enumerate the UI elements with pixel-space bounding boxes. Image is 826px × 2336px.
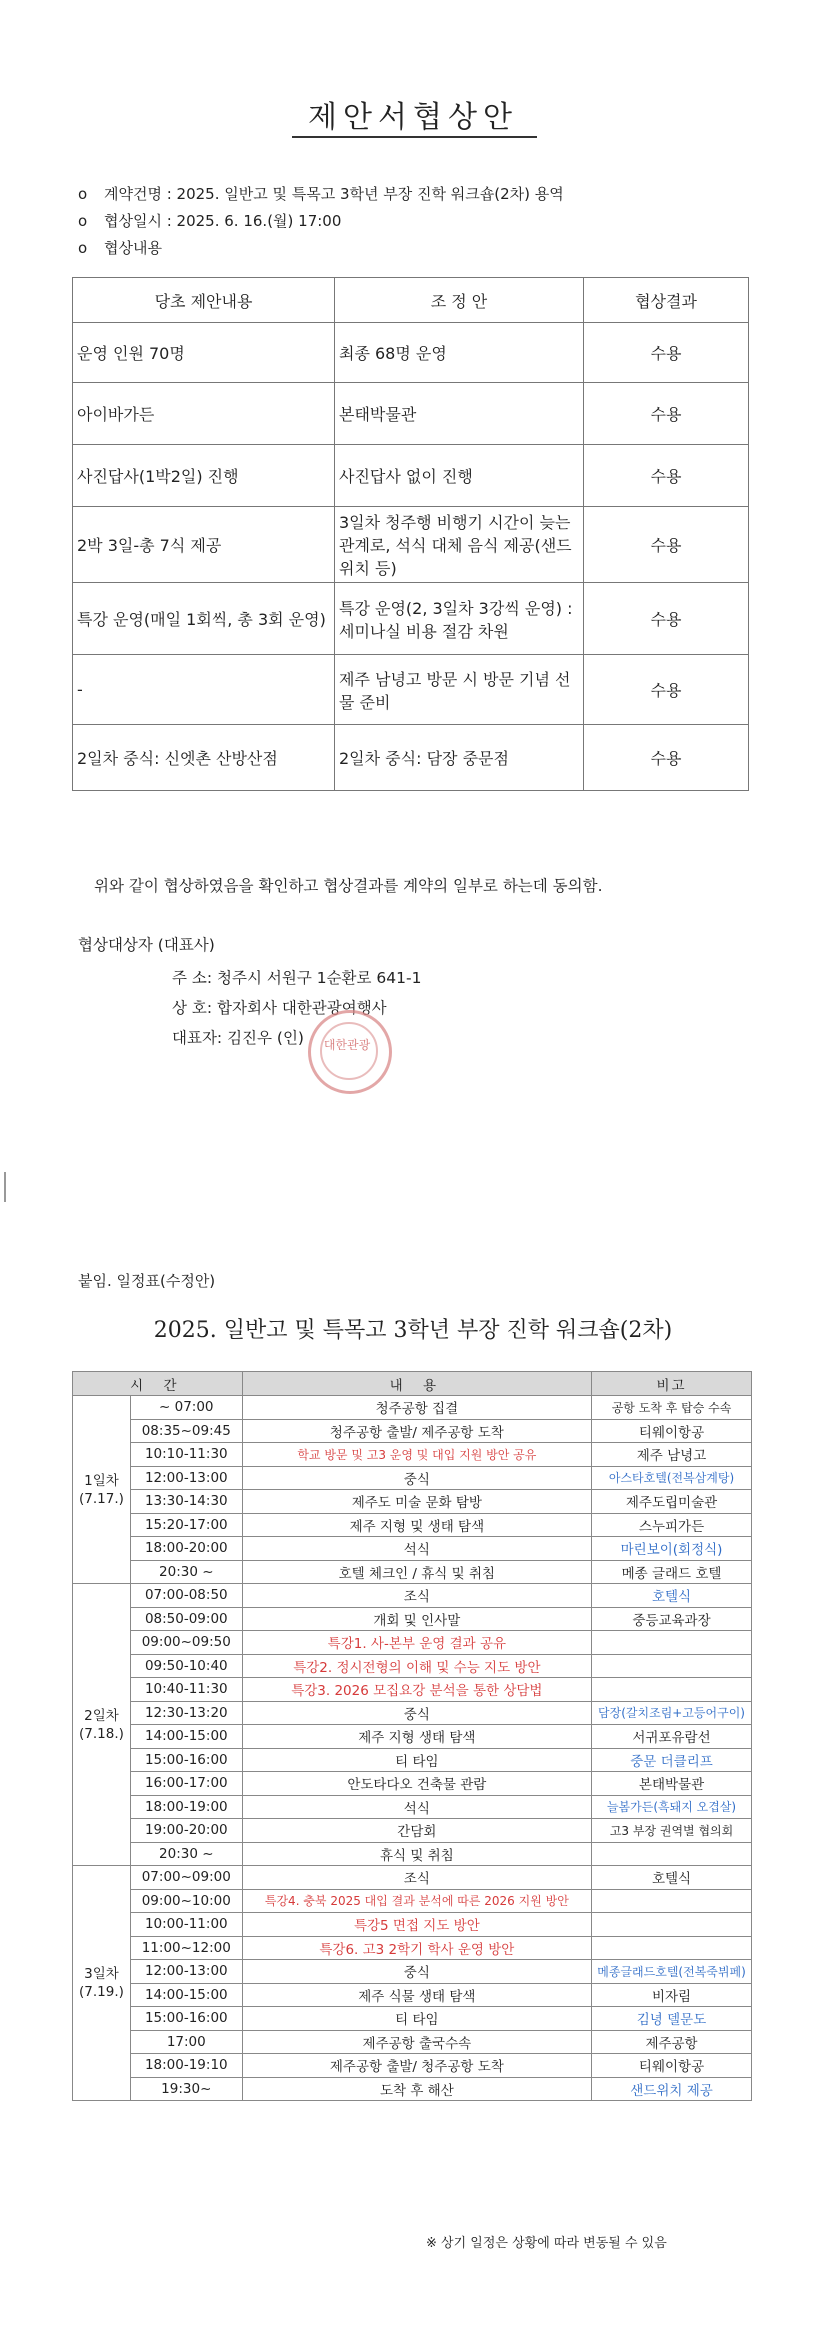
cell-result: 수용 xyxy=(584,383,749,445)
schedule-content: 제주 지형 및 생태 탐색 xyxy=(242,1513,591,1537)
schedule-time: 19:30~ xyxy=(130,2077,242,2101)
schedule-time: 20:30 ~ xyxy=(130,1842,242,1866)
schedule-note: 서귀포유람선 xyxy=(592,1725,752,1749)
schedule-content: 특강5 면접 지도 방안 xyxy=(242,1913,591,1937)
schedule-time: 12:00-13:00 xyxy=(130,1960,242,1984)
schedule-row xyxy=(73,2007,752,2031)
schedule-content: 휴식 및 취침 xyxy=(242,1842,591,1866)
attachment-label: 붙임. 일정표(수정안) xyxy=(78,1272,216,1290)
cell-result: 수용 xyxy=(584,507,749,583)
cell-adjusted: 2일차 중식: 담장 중문점 xyxy=(335,725,584,791)
schedule-content: 중식 xyxy=(242,1960,591,1984)
schedule-content: 청주공항 출발/ 제주공항 도착 xyxy=(242,1419,591,1443)
schedule-note: 늘봄가든(흑돼지 오겹살) xyxy=(592,1795,752,1819)
negotiation-header-row xyxy=(73,278,749,323)
cell-original: 2박 3일-총 7식 제공 xyxy=(73,507,335,583)
schedule-time: 10:00-11:00 xyxy=(130,1913,242,1937)
negotiation-row xyxy=(73,323,749,383)
schedule-note: 호텔식 xyxy=(592,1584,752,1608)
schedule-note: 중등교육과장 xyxy=(592,1607,752,1631)
schedule-row xyxy=(73,1960,752,1984)
schedule-time: 16:00-17:00 xyxy=(130,1772,242,1796)
schedule-content: 조식 xyxy=(242,1584,591,1608)
schedule-content: 제주 지형 생태 탐색 xyxy=(242,1725,591,1749)
schedule-time: 09:00~10:00 xyxy=(130,1889,242,1913)
schedule-note: 샌드위치 제공 xyxy=(592,2077,752,2101)
schedule-time: 19:00-20:00 xyxy=(130,1819,242,1843)
schedule-content: 간담회 xyxy=(242,1819,591,1843)
party-representative: 대표자: 김진우 (인) xyxy=(172,1029,304,1047)
schedule-row xyxy=(73,1466,752,1490)
schedule-note xyxy=(592,1678,752,1702)
schedule-row xyxy=(73,1842,752,1866)
negotiation-row xyxy=(73,725,749,791)
schedule-row xyxy=(73,2077,752,2101)
schedule-content: 조식 xyxy=(242,1866,591,1890)
schedule-note: 아스타호텔(전복삼계탕) xyxy=(592,1466,752,1490)
schedule-time: 12:30-13:20 xyxy=(130,1701,242,1725)
schedule-content: 특강4. 충북 2025 대입 결과 분석에 따른 2026 지원 방안 xyxy=(242,1889,591,1913)
schedule-row xyxy=(73,1725,752,1749)
schedule-row xyxy=(73,1607,752,1631)
negotiation-row xyxy=(73,445,749,507)
meta-contract-name xyxy=(78,183,564,204)
schedule-row xyxy=(73,1819,752,1843)
bullet-mark: o xyxy=(78,185,88,203)
schedule-note: 담장(갈치조림+고등어구이) xyxy=(592,1701,752,1725)
schedule-time: 15:00-16:00 xyxy=(130,2007,242,2031)
day-label: 1일차 (7.17.) xyxy=(73,1396,131,1584)
schedule-time: 09:00~09:50 xyxy=(130,1631,242,1655)
schedule-note: 스누피가든 xyxy=(592,1513,752,1537)
agreement-statement: 위와 같이 협상하였음을 확인하고 협상결과를 계약의 일부로 하는데 동의함. xyxy=(94,877,603,895)
schedule-table xyxy=(72,1371,752,2101)
schedule-content: 호텔 체크인 / 휴식 및 취침 xyxy=(242,1560,591,1584)
schedule-time: ~ 07:00 xyxy=(130,1396,242,1420)
schedule-time: 08:50-09:00 xyxy=(130,1607,242,1631)
document-title: 제안서협상안 xyxy=(308,100,518,135)
schedule-content: 제주공항 출발/ 청주공항 도착 xyxy=(242,2054,591,2078)
schedule-row xyxy=(73,1443,752,1467)
schedule-time: 13:30-14:30 xyxy=(130,1490,242,1514)
schedule-row xyxy=(73,1701,752,1725)
schedule-note: 제주도립미술관 xyxy=(592,1490,752,1514)
schedule-header-row xyxy=(73,1372,752,1396)
schedule-time: 15:20-17:00 xyxy=(130,1513,242,1537)
schedule-row xyxy=(73,2054,752,2078)
schedule-row xyxy=(73,1983,752,2007)
cell-original: - xyxy=(73,655,335,725)
schedule-time: 18:00-19:10 xyxy=(130,2054,242,2078)
cell-result: 수용 xyxy=(584,445,749,507)
day-label: 2일차 (7.18.) xyxy=(73,1584,131,1866)
schedule-content: 도착 후 해산 xyxy=(242,2077,591,2101)
schedule-note: 비자림 xyxy=(592,1983,752,2007)
schedule-note: 티웨이항공 xyxy=(592,1419,752,1443)
header-note: 비고 xyxy=(592,1372,752,1396)
cell-original: 2일차 중식: 신엣촌 산방산점 xyxy=(73,725,335,791)
schedule-content: 석식 xyxy=(242,1795,591,1819)
negotiation-row xyxy=(73,655,749,725)
schedule-content: 중식 xyxy=(242,1701,591,1725)
schedule-content: 안도타다오 건축물 관람 xyxy=(242,1772,591,1796)
meta-negotiation-date xyxy=(78,210,341,231)
schedule-content: 특강6. 고3 2학기 학사 운영 방안 xyxy=(242,1936,591,1960)
cell-original: 사진답사(1박2일) 진행 xyxy=(73,445,335,507)
schedule-time: 17:00 xyxy=(130,2030,242,2054)
schedule-row xyxy=(73,1490,752,1514)
schedule-row xyxy=(73,1795,752,1819)
schedule-row xyxy=(73,1889,752,1913)
schedule-note: 본태박물관 xyxy=(592,1772,752,1796)
schedule-time: 14:00-15:00 xyxy=(130,1725,242,1749)
schedule-content: 제주도 미술 문화 탐방 xyxy=(242,1490,591,1514)
negotiation-table xyxy=(72,277,749,791)
cell-result: 수용 xyxy=(584,323,749,383)
schedule-content: 제주공항 출국수속 xyxy=(242,2030,591,2054)
schedule-content: 석식 xyxy=(242,1537,591,1561)
schedule-content: 청주공항 집결 xyxy=(242,1396,591,1420)
schedule-time: 07:00-08:50 xyxy=(130,1584,242,1608)
schedule-note: 중문 더클리프 xyxy=(592,1748,752,1772)
cell-result: 수용 xyxy=(584,583,749,655)
schedule-content: 티 타임 xyxy=(242,2007,591,2031)
cell-result: 수용 xyxy=(584,655,749,725)
schedule-note xyxy=(592,1654,752,1678)
negotiation-row xyxy=(73,383,749,445)
cell-original: 운영 인원 70명 xyxy=(73,323,335,383)
schedule-note xyxy=(592,1842,752,1866)
schedule-note: 공항 도착 후 탑승 수속 xyxy=(592,1396,752,1420)
schedule-time: 20:30 ~ xyxy=(130,1560,242,1584)
bullet-mark: o xyxy=(78,239,88,257)
schedule-note xyxy=(592,1631,752,1655)
company-seal-text: 대한관광 xyxy=(323,1038,371,1052)
schedule-content: 특강1. 사-본부 운영 결과 공유 xyxy=(242,1631,591,1655)
header-adjusted: 조 정 안 xyxy=(335,278,584,323)
header-time: 시 간 xyxy=(73,1372,243,1396)
schedule-content: 특강2. 정시전형의 이해 및 수능 지도 방안 xyxy=(242,1654,591,1678)
schedule-row xyxy=(73,2030,752,2054)
schedule-time: 10:40-11:30 xyxy=(130,1678,242,1702)
schedule-time: 11:00~12:00 xyxy=(130,1936,242,1960)
schedule-content: 중식 xyxy=(242,1466,591,1490)
day-label: 3일차 (7.19.) xyxy=(73,1866,131,2101)
schedule-row xyxy=(73,1913,752,1937)
schedule-row xyxy=(73,1419,752,1443)
schedule-row xyxy=(73,1936,752,1960)
schedule-row xyxy=(73,1513,752,1537)
schedule-note: 메종 글래드 호텔 xyxy=(592,1560,752,1584)
schedule-time: 12:00-13:00 xyxy=(130,1466,242,1490)
cell-adjusted: 사진답사 없이 진행 xyxy=(335,445,584,507)
bullet-mark: o xyxy=(78,212,88,230)
schedule-note: 김녕 델문도 xyxy=(592,2007,752,2031)
cell-result: 수용 xyxy=(584,725,749,791)
meta-negotiation-content xyxy=(78,237,162,258)
schedule-note: 마린보이(회정식) xyxy=(592,1537,752,1561)
cell-adjusted: 최종 68명 운영 xyxy=(335,323,584,383)
negotiation-row xyxy=(73,583,749,655)
cell-original: 특강 운영(매일 1회씩, 총 3회 운영) xyxy=(73,583,335,655)
schedule-row xyxy=(73,1560,752,1584)
schedule-title: 2025. 일반고 및 특목고 3학년 부장 진학 워크숍(2차) xyxy=(153,1318,673,1343)
schedule-row xyxy=(73,1584,752,1608)
schedule-row xyxy=(73,1678,752,1702)
schedule-content: 학교 방문 및 고3 운영 및 대입 지원 방안 공유 xyxy=(242,1443,591,1467)
schedule-time: 10:10-11:30 xyxy=(130,1443,242,1467)
title-underline xyxy=(292,136,537,138)
meta-text: 협상내용 xyxy=(104,239,162,257)
schedule-time: 18:00-19:00 xyxy=(130,1795,242,1819)
schedule-row xyxy=(73,1866,752,1890)
party-address: 주 소: 청주시 서원구 1순환로 641-1 xyxy=(172,969,422,987)
schedule-note: 메종글래드호텔(전복죽뷔페) xyxy=(592,1960,752,1984)
schedule-note: 제주 남녕고 xyxy=(592,1443,752,1467)
schedule-note: 호텔식 xyxy=(592,1866,752,1890)
cell-adjusted: 제주 남녕고 방문 시 방문 기념 선물 준비 xyxy=(335,655,584,725)
cell-adjusted: 본태박물관 xyxy=(335,383,584,445)
schedule-time: 15:00-16:00 xyxy=(130,1748,242,1772)
schedule-row xyxy=(73,1748,752,1772)
schedule-content: 제주 식물 생태 탐색 xyxy=(242,1983,591,2007)
meta-text: 계약건명 : 2025. 일반고 및 특목고 3학년 부장 진학 워크숍(2차) 용역 xyxy=(104,185,564,203)
header-original: 당초 제안내용 xyxy=(73,278,335,323)
negotiation-row xyxy=(73,507,749,583)
schedule-content: 개회 및 인사말 xyxy=(242,1607,591,1631)
party-heading: 협상대상자 (대표사) xyxy=(78,936,215,954)
schedule-time: 18:00-20:00 xyxy=(130,1537,242,1561)
cell-adjusted: 3일차 청주행 비행기 시간이 늦는 관계로, 석식 대체 음식 제공(샌드위치 등) xyxy=(335,507,584,583)
schedule-content: 티 타임 xyxy=(242,1748,591,1772)
schedule-time: 09:50-10:40 xyxy=(130,1654,242,1678)
schedule-note: 티웨이항공 xyxy=(592,2054,752,2078)
schedule-time: 14:00-15:00 xyxy=(130,1983,242,2007)
schedule-note: 고3 부장 권역별 협의회 xyxy=(592,1819,752,1843)
cell-original: 아이바가든 xyxy=(73,383,335,445)
schedule-note xyxy=(592,1913,752,1937)
schedule-note: 제주공항 xyxy=(592,2030,752,2054)
header-result: 협상결과 xyxy=(584,278,749,323)
schedule-note xyxy=(592,1936,752,1960)
schedule-footnote: ※ 상기 일정은 상황에 따라 변동될 수 있음 xyxy=(426,2236,667,2251)
scan-edge-mark xyxy=(4,1172,6,1202)
schedule-time: 07:00~09:00 xyxy=(130,1866,242,1890)
meta-text: 협상일시 : 2025. 6. 16.(월) 17:00 xyxy=(104,212,342,230)
schedule-row xyxy=(73,1631,752,1655)
schedule-time: 08:35~09:45 xyxy=(130,1419,242,1443)
schedule-content: 특강3. 2026 모집요강 분석을 통한 상담법 xyxy=(242,1678,591,1702)
schedule-row xyxy=(73,1654,752,1678)
schedule-note xyxy=(592,1889,752,1913)
cell-adjusted: 특강 운영(2, 3일차 3강씩 운영) : 세미나실 비용 절감 차원 xyxy=(335,583,584,655)
header-content: 내 용 xyxy=(242,1372,591,1396)
schedule-row xyxy=(73,1396,752,1420)
schedule-row xyxy=(73,1537,752,1561)
party-company: 상 호: 합자회사 대한관광여행사 xyxy=(172,999,387,1017)
schedule-row xyxy=(73,1772,752,1796)
